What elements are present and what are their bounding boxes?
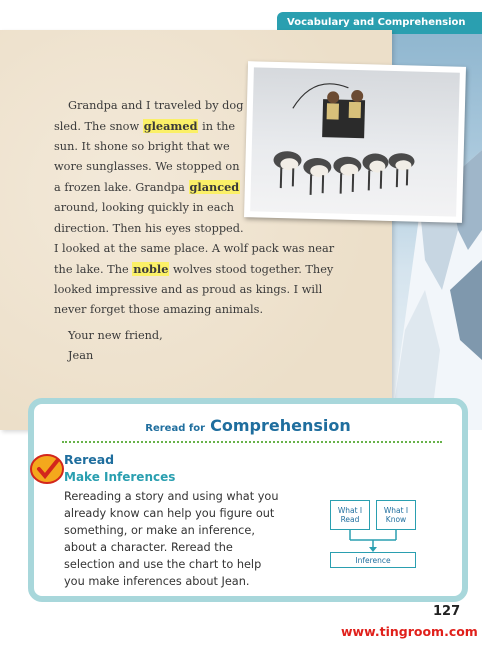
letter-closing: Your new friend,: [68, 329, 163, 343]
letter-line: [54, 280, 323, 300]
vocabulary-word: noble: [133, 261, 169, 276]
strategy-body-line: something, or make an inference,: [64, 524, 255, 537]
strategy-body: [64, 488, 314, 590]
letter-text-segment: sled. The snow: [54, 120, 143, 134]
letter-text-segment: wolves stood together. They: [169, 262, 334, 276]
comprehension-box: [28, 398, 468, 602]
dotted-divider: [62, 441, 442, 443]
letter-line: [54, 116, 314, 137]
inference-chart: [328, 500, 438, 580]
strategy-body-line: Rereading a story and using what you: [64, 490, 279, 503]
letter-line: [54, 300, 314, 320]
strategy-body-line: selection and use the chart to help: [64, 558, 262, 571]
strategy-skill-badge: [30, 454, 64, 484]
letter-line: [54, 137, 314, 157]
reread-title: Reread: [64, 452, 115, 467]
what-i-read-box: What I Read: [330, 500, 370, 530]
letter-line: [54, 96, 314, 116]
letter-line: [54, 157, 314, 177]
letter-text-segment: direction. Then his eyes stopped.: [54, 221, 244, 235]
strategy-body-line: about a character. Reread the: [64, 541, 233, 554]
page-number: 127: [433, 604, 461, 619]
letter-text-segment: the lake. The: [54, 262, 133, 276]
letter-signature: Jean: [68, 349, 94, 363]
letter-text-segment: looked impressive and as proud as kings. I will: [54, 282, 323, 296]
letter-text-segment: wore sunglasses. We stopped on: [54, 160, 240, 174]
letter-line: [54, 198, 314, 218]
heading-main: Comprehension: [210, 416, 351, 435]
site-watermark: www.tingroom.com: [341, 624, 478, 639]
strategy-body-line: you make inferences about Jean.: [64, 575, 250, 588]
letter-line: [54, 259, 334, 280]
section-header: Vocabulary and Comprehension: [277, 12, 482, 34]
letter-text-segment: around, looking quickly in each: [54, 201, 235, 215]
strategy-title: Make Inferences: [64, 470, 176, 484]
letter-line: [54, 219, 314, 239]
letter-text-segment: never forget those amazing animals.: [54, 302, 264, 316]
vocabulary-word: glanced: [189, 180, 240, 195]
letter-text-segment: sun. It shone so bright that we: [54, 140, 230, 154]
letter-text: [54, 96, 335, 366]
comprehension-heading: [34, 416, 462, 435]
letter-line: [54, 239, 335, 259]
strategy-body-line: already know can help you figure out: [64, 507, 275, 520]
what-i-know-box: What I Know: [376, 500, 416, 530]
letter-text-segment: a frozen lake. Grandpa: [54, 181, 189, 195]
inference-box: Inference: [330, 552, 416, 568]
heading-prefix: Reread for: [145, 423, 206, 434]
letter-text-segment: I looked at the same place. A wolf pack was near: [54, 241, 335, 255]
letter-text-segment: Grandpa and I traveled by dog: [68, 99, 244, 112]
letter-text-segment: in the: [198, 120, 236, 134]
letter-line: [54, 177, 314, 198]
vocabulary-word: gleamed: [143, 119, 198, 134]
